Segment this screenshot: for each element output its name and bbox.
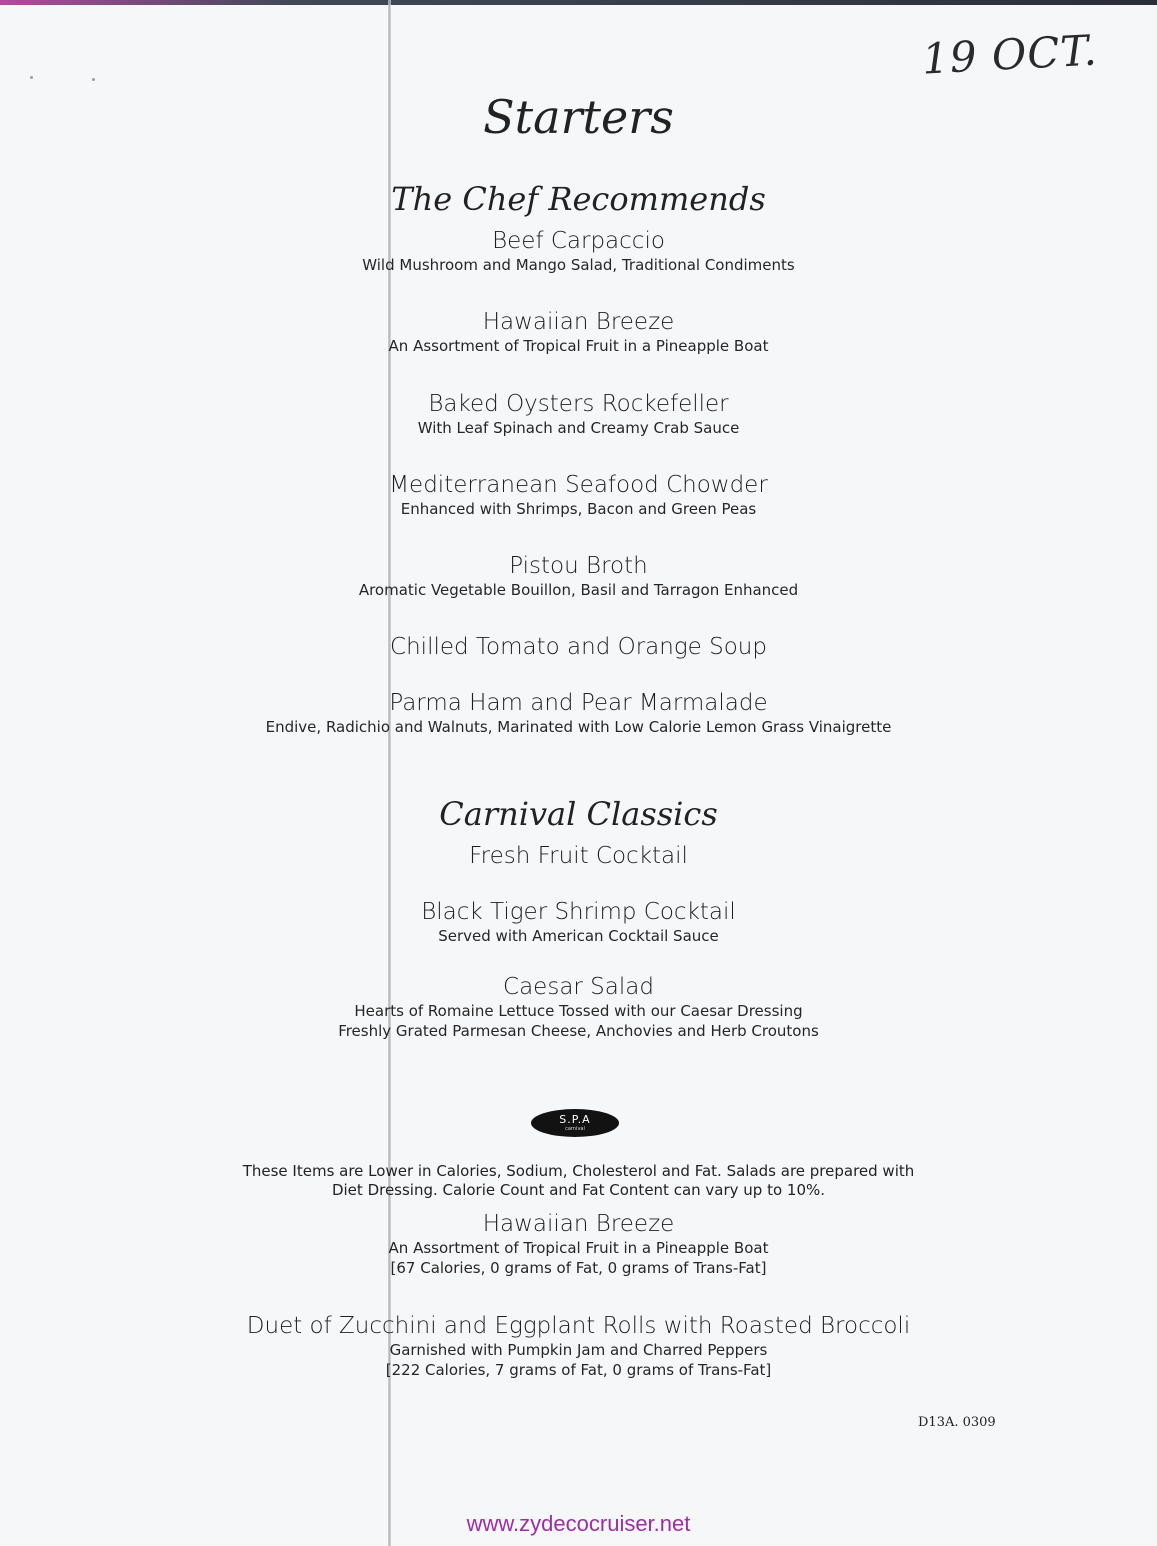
speck [92,78,95,81]
item-desc: Endive, Radichio and Walnuts, Marinated with Low Calorie Lemon Grass Vinaigrette [265,718,892,736]
item-desc: [67 Calories, 0 grams of Fat, 0 grams of Trans-Fat] [390,1259,767,1277]
spa-logo-subtext: carnival [565,1126,585,1132]
item-name: Black Tiger Shrimp Cocktail [421,899,736,925]
item-name: Caesar Salad [503,974,654,1000]
spa-logo-text: S.P.A [559,1113,591,1126]
menu-item [0,633,1157,661]
item-desc: An Assortment of Tropical Fruit in a Pineapple Boat [388,337,769,355]
menu-item [0,1210,1157,1278]
speck [30,76,33,79]
item-desc: [222 Calories, 7 grams of Fat, 0 grams of Trans-Fat] [385,1361,772,1379]
menu-item [0,471,1157,519]
menu-item [0,842,1157,870]
item-name: Duet of Zucchini and Eggplant Rolls with Roasted Broccoli [246,1313,911,1339]
item-desc: Freshly Grated Parmesan Cheese, Anchovies and Herb Croutons [338,1022,819,1040]
handwritten-date: 19 OCT. [920,25,1099,84]
menu-item [0,390,1157,438]
item-name: Hawaiian Breeze [482,1211,675,1237]
item-desc: Garnished with Pumpkin Jam and Charred Peppers [389,1341,768,1359]
item-name: Mediterranean Seafood Chowder [389,472,768,498]
section-heading-classics: Carnival Classics [439,795,718,833]
menu-item [0,1312,1157,1380]
top-edge-bar [0,0,1157,5]
item-name: Pistou Broth [509,553,648,579]
item-name: Chilled Tomato and Orange Soup [390,634,767,660]
menu-item [0,308,1157,356]
menu-item [0,689,1157,737]
spa-note-line: Diet Dressing. Calorie Count and Fat Content can vary up to 10%. [331,1181,826,1199]
item-desc: Aromatic Vegetable Bouillon, Basil and Tarragon Enhanced [358,581,799,599]
item-name: Parma Ham and Pear Marmalade [389,690,768,716]
menu-item [0,227,1157,275]
item-name: Hawaiian Breeze [482,309,675,335]
item-desc: Enhanced with Shrimps, Bacon and Green Peas [400,500,757,518]
item-name: Baked Oysters Rockefeller [428,391,729,417]
item-desc: With Leaf Spinach and Creamy Crab Sauce [417,419,740,437]
section-heading-chef: The Chef Recommends [391,180,766,218]
item-desc: Wild Mushroom and Mango Salad, Traditional Condiments [362,256,795,274]
menu-item [0,552,1157,600]
watermark-url: www.zydecocruiser.net [466,1511,691,1536]
spa-note [0,1162,1157,1200]
spa-note-line: These Items are Lower in Calories, Sodium, Cholesterol and Fat. Salads are prepared with [242,1162,915,1180]
menu-item [0,898,1157,946]
spa-logo-badge [531,1109,619,1137]
menu-item [0,973,1157,1041]
item-desc: Served with American Cocktail Sauce [438,927,719,945]
item-desc: An Assortment of Tropical Fruit in a Pineapple Boat [388,1239,769,1257]
item-name: Beef Carpaccio [492,228,665,254]
item-name: Fresh Fruit Cocktail [469,843,688,869]
menu-title: Starters [483,90,674,144]
menu-code: D13A. 0309 [918,1415,996,1430]
item-desc: Hearts of Romaine Lettuce Tossed with our Caesar Dressing [354,1002,803,1020]
